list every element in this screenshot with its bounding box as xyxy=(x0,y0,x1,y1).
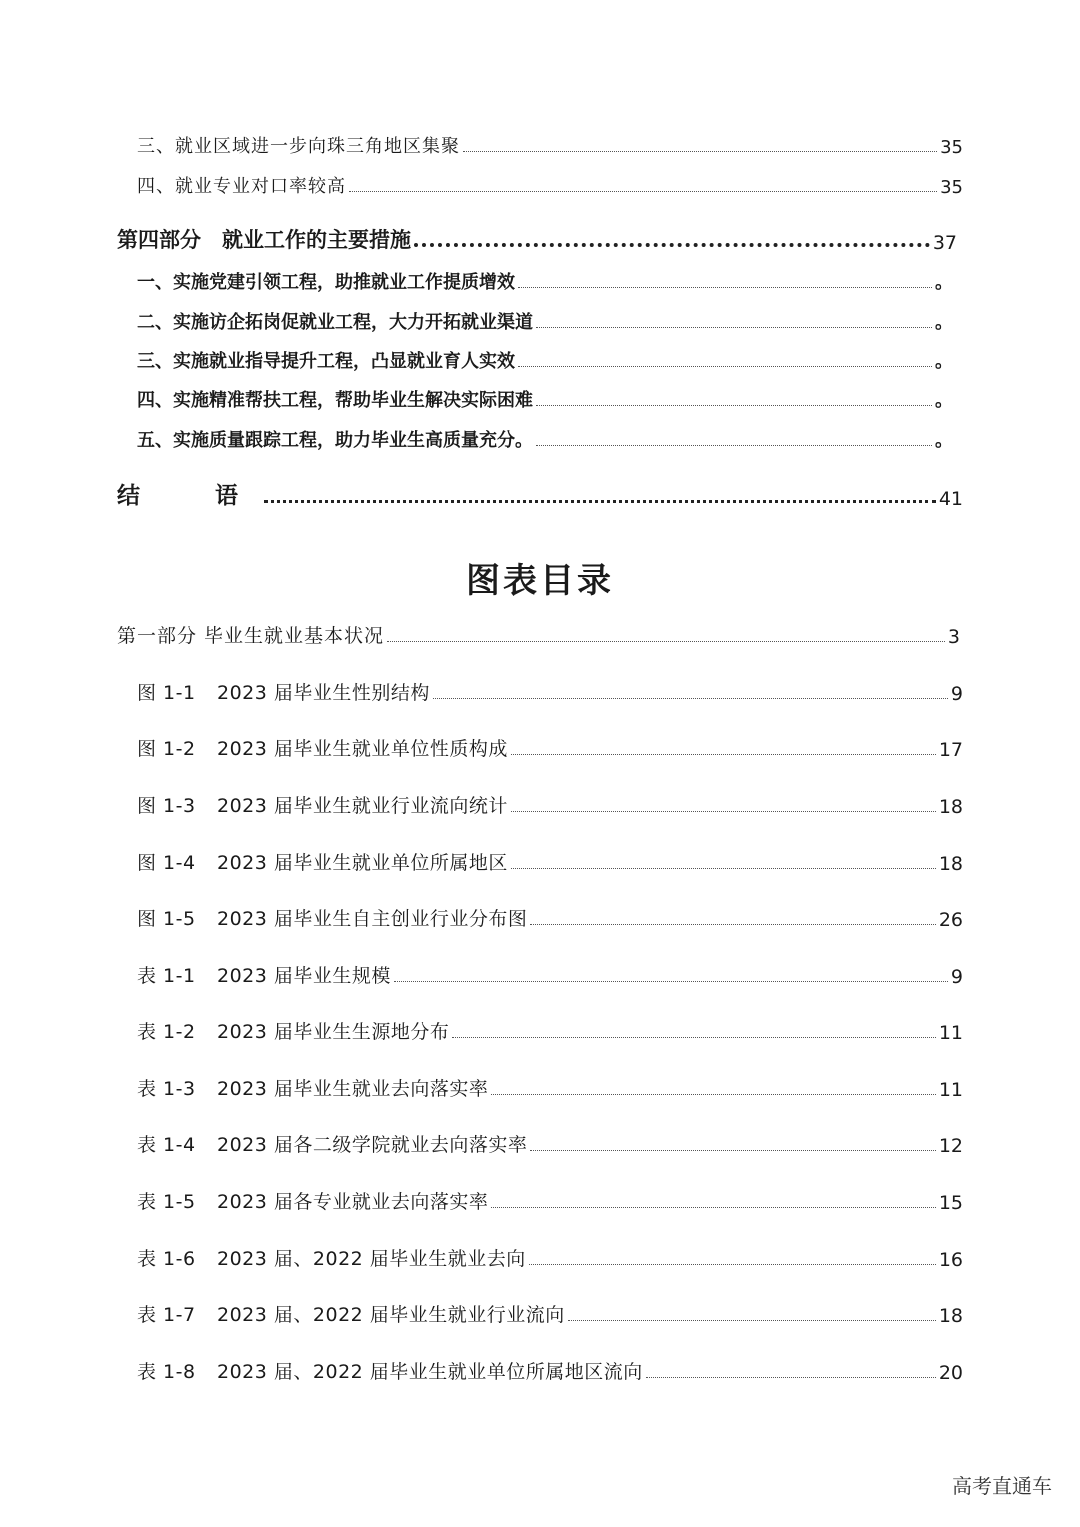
toc-entry[interactable] xyxy=(137,172,963,198)
figure-entry[interactable] xyxy=(137,677,963,705)
toc-entry-page: 。 xyxy=(935,272,953,293)
table-code: 表 1-7 xyxy=(137,1304,196,1326)
toc-entry-page: 35 xyxy=(940,137,963,158)
table-entry-label xyxy=(137,1187,488,1214)
toc-entry-title: 三、就业区域进一步向珠三角地区集聚 xyxy=(137,136,460,157)
toc-part-heading[interactable] xyxy=(117,224,957,254)
table-title: 2023 届、2022 届毕业生就业单位所属地区流向 xyxy=(217,1361,643,1383)
table-code: 表 1-4 xyxy=(137,1134,196,1156)
table-entry[interactable] xyxy=(137,1186,963,1214)
table-entry-label xyxy=(137,1357,643,1384)
figure-entry-label xyxy=(137,678,430,705)
figure-page: 17 xyxy=(938,739,963,761)
table-title: 2023 届各专业就业去向落实率 xyxy=(217,1191,489,1213)
table-code: 表 1-8 xyxy=(137,1361,196,1383)
dot-leader xyxy=(349,191,937,192)
figure-page: 26 xyxy=(938,909,963,931)
toc-entry-title: 四、实施精准帮扶工程，帮助毕业生解决实际困难 xyxy=(137,390,533,411)
figure-entry[interactable] xyxy=(137,847,963,875)
table-entry-label xyxy=(137,1017,449,1044)
dot-leader xyxy=(387,641,945,642)
table-entry-label xyxy=(137,1074,488,1101)
toc-part-title: 结 语 xyxy=(117,483,264,509)
toc-entry-title: 三、实施就业指导提升工程，凸显就业育人实效 xyxy=(137,351,515,372)
dot-leader xyxy=(536,445,932,446)
dot-leader xyxy=(452,1037,935,1038)
table-code: 表 1-2 xyxy=(137,1021,196,1043)
dot-leader xyxy=(529,1264,936,1265)
toc-entry-page: 35 xyxy=(940,177,963,198)
dot-leader xyxy=(536,327,932,328)
figure-toc-heading: 图表目录 xyxy=(466,561,614,601)
table-page: 9 xyxy=(950,966,963,988)
toc-entry-title: 四、就业专业对口率较高 xyxy=(137,176,346,197)
table-page: 18 xyxy=(938,1305,963,1327)
toc-entry[interactable] xyxy=(137,347,953,373)
figure-entry[interactable] xyxy=(137,903,963,931)
toc-entry[interactable] xyxy=(137,132,963,158)
dot-leader xyxy=(511,754,936,755)
toc-part-heading[interactable] xyxy=(117,478,963,510)
toc-part-page: 37 xyxy=(932,232,957,254)
table-title: 2023 届、2022 届毕业生就业行业流向 xyxy=(217,1304,565,1326)
toc-entry-page: 。 xyxy=(935,312,953,333)
toc-entry-title: 二、实施访企拓岗促就业工程，大力开拓就业渠道 xyxy=(137,312,533,333)
toc-part-title: 第四部分 就业工作的主要措施 xyxy=(117,228,411,252)
dot-leader xyxy=(536,405,932,406)
table-entry-label xyxy=(137,1130,527,1157)
table-page: 20 xyxy=(938,1362,963,1384)
dot-leader xyxy=(463,151,937,152)
dot-leader xyxy=(518,287,932,288)
dot-leader xyxy=(511,811,936,812)
dot-leader xyxy=(491,1094,935,1095)
toc-entry[interactable] xyxy=(137,386,953,412)
toc-entry[interactable] xyxy=(137,426,953,452)
dot-leader xyxy=(433,698,948,699)
dot-leader xyxy=(394,981,948,982)
dot-leader xyxy=(646,1377,936,1378)
table-title: 2023 届毕业生生源地分布 xyxy=(217,1021,450,1043)
figure-code: 图 1-3 xyxy=(137,795,196,817)
toc-entry[interactable] xyxy=(137,308,953,334)
watermark: 高考直通车 xyxy=(952,1474,1052,1498)
toc-entry-page: 。 xyxy=(935,351,953,372)
figure-entry-label xyxy=(137,904,527,931)
table-page: 11 xyxy=(938,1022,963,1044)
figure-entry[interactable] xyxy=(137,790,963,818)
figure-code: 图 1-4 xyxy=(137,852,196,874)
dot-leader xyxy=(530,1150,935,1151)
table-entry[interactable] xyxy=(137,1016,963,1044)
dot-leader xyxy=(491,1207,935,1208)
toc-entry-page: 3 xyxy=(947,626,960,648)
toc-entry[interactable] xyxy=(137,268,953,294)
table-title: 2023 届、2022 届毕业生就业去向 xyxy=(217,1248,526,1270)
figure-code: 图 1-5 xyxy=(137,908,196,930)
dot-leader xyxy=(511,868,936,869)
table-code: 表 1-6 xyxy=(137,1248,196,1270)
figure-code: 图 1-1 xyxy=(137,682,196,704)
toc-entry-title: 第一部分 毕业生就业基本状况 xyxy=(117,625,385,647)
dot-leader xyxy=(530,924,935,925)
figure-page: 9 xyxy=(950,683,963,705)
toc-entry-page: 。 xyxy=(935,430,953,451)
figure-title: 2023 届毕业生就业单位所属地区 xyxy=(217,852,508,874)
figure-entry[interactable] xyxy=(137,733,963,761)
table-title: 2023 届毕业生就业去向落实率 xyxy=(217,1078,489,1100)
table-code: 表 1-3 xyxy=(137,1078,196,1100)
dot-leader xyxy=(568,1320,936,1321)
table-code: 表 1-1 xyxy=(137,965,196,987)
table-entry[interactable] xyxy=(137,1243,963,1271)
table-entry[interactable] xyxy=(137,960,963,988)
table-entry[interactable] xyxy=(137,1129,963,1157)
figure-code: 图 1-2 xyxy=(137,738,196,760)
figure-entry-label xyxy=(137,791,508,818)
toc-entry[interactable] xyxy=(117,620,960,648)
table-title: 2023 届各二级学院就业去向落实率 xyxy=(217,1134,528,1156)
table-code: 表 1-5 xyxy=(137,1191,196,1213)
dot-leader xyxy=(264,500,936,503)
table-entry-label xyxy=(137,1300,565,1327)
figure-title: 2023 届毕业生就业单位性质构成 xyxy=(217,738,508,760)
table-page: 12 xyxy=(938,1135,963,1157)
toc-entry-title: 五、实施质量跟踪工程，助力毕业生高质量充分。 xyxy=(137,430,533,451)
table-page: 11 xyxy=(938,1079,963,1101)
table-page: 16 xyxy=(938,1249,963,1271)
figure-page: 18 xyxy=(938,796,963,818)
table-page: 15 xyxy=(938,1192,963,1214)
table-title: 2023 届毕业生规模 xyxy=(217,965,391,987)
figure-page: 18 xyxy=(938,853,963,875)
figure-title: 2023 届毕业生就业行业流向统计 xyxy=(217,795,508,817)
table-entry[interactable] xyxy=(137,1356,963,1384)
table-entry-label xyxy=(137,961,391,988)
dot-leader xyxy=(518,366,932,367)
toc-entry-title: 一、实施党建引领工程，助推就业工作提质增效 xyxy=(137,272,515,293)
table-entry[interactable] xyxy=(137,1299,963,1327)
table-entry[interactable] xyxy=(137,1073,963,1101)
toc-entry-page: 。 xyxy=(935,390,953,411)
dot-leader xyxy=(414,243,930,247)
toc-part-page: 41 xyxy=(938,488,963,510)
figure-entry-label xyxy=(137,848,508,875)
figure-title: 2023 届毕业生自主创业行业分布图 xyxy=(217,908,528,930)
table-entry-label xyxy=(137,1244,526,1271)
figure-title: 2023 届毕业生性别结构 xyxy=(217,682,430,704)
figure-entry-label xyxy=(137,734,508,761)
